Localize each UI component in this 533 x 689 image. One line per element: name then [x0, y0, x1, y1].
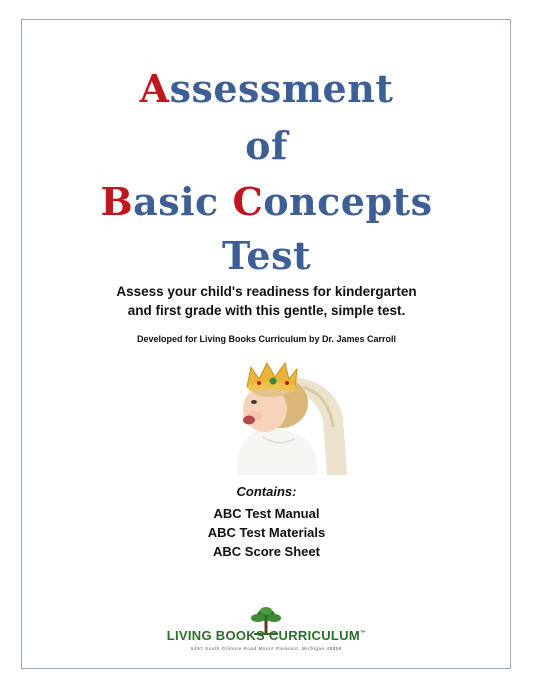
author-credit: Developed for Living Books Curriculum by Dr. James Carroll: [136, 334, 397, 344]
title-text-concepts: oncepts: [263, 179, 433, 224]
title-line-basic-concepts: [0, 180, 533, 224]
title-text-basic: asic: [133, 179, 233, 224]
trademark-symbol: ™: [359, 630, 367, 637]
child-with-crown-photo: [207, 357, 355, 475]
title-initial-c: C: [232, 179, 264, 224]
title-text-assessment: ssessment: [169, 66, 394, 111]
list-item: ABC Test Materials: [207, 525, 326, 540]
list-item: ABC Score Sheet: [213, 544, 320, 559]
publisher-name: [0, 628, 533, 643]
title-line-test: Test: [221, 233, 312, 278]
contents-list: [0, 504, 533, 561]
title-line-of: of: [245, 123, 288, 168]
title-initial-a: A: [139, 66, 170, 111]
title-initial-b: B: [100, 179, 134, 224]
title-line-assessment: [0, 67, 533, 111]
page-border: [21, 19, 511, 669]
subtitle-line-1: Assess your child's readiness for kindergarten: [116, 284, 417, 299]
list-item: ABC Test Manual: [213, 506, 320, 521]
contains-heading: Contains:: [236, 484, 297, 499]
publisher-address: 5497 South Gilmore Road Mount Pleasant, Michigan 48858: [190, 646, 343, 651]
publisher-name-text: LIVING BOOKS CURRICULUM: [166, 628, 360, 643]
subtitle-line-2: and first grade with this gentle, simple test.: [127, 303, 406, 318]
